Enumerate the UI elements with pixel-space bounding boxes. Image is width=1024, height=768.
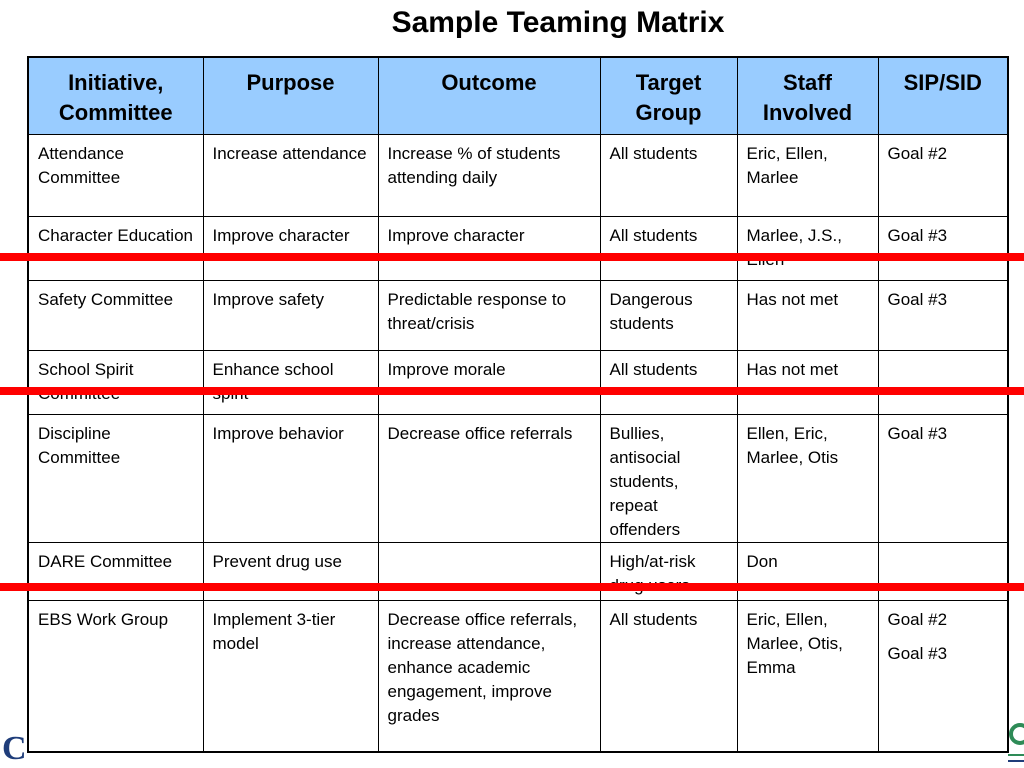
cell-sip bbox=[878, 542, 1008, 600]
header-purpose: Purpose bbox=[203, 57, 378, 134]
cell-sip: Goal #3 bbox=[878, 280, 1008, 350]
cell-outcome: Increase % of students attending daily bbox=[378, 134, 600, 216]
cell-sip: Goal #3 bbox=[878, 216, 1008, 280]
sip-goal: Goal #2 bbox=[887, 609, 948, 629]
cell-staff: Eric, Ellen, Marlee bbox=[737, 134, 878, 216]
logo-mark: C bbox=[2, 730, 27, 767]
page-title: Sample Teaming Matrix bbox=[391, 6, 725, 39]
strike-line-school-spirit bbox=[0, 387, 1024, 395]
cell-purpose: Improve behavior bbox=[203, 414, 378, 542]
cell-sip: Goal #3 bbox=[878, 414, 1008, 542]
table-row bbox=[28, 542, 1008, 600]
header-outcome: Outcome bbox=[378, 57, 600, 134]
cell-staff: Don bbox=[737, 542, 878, 600]
table-row bbox=[28, 350, 1008, 414]
table-row bbox=[28, 600, 1008, 752]
cell-staff: Marlee, J.S., bbox=[737, 216, 878, 280]
cell-purpose: Improve safety bbox=[203, 280, 378, 350]
cell-initiative: Safety Committee bbox=[28, 280, 203, 350]
cell-initiative: School Spirit bbox=[28, 350, 203, 414]
cell-target-group: Dangerous students bbox=[600, 280, 737, 350]
cell-staff: Has not met bbox=[737, 350, 878, 414]
cell-purpose: Prevent drug use bbox=[203, 542, 378, 600]
header-target-group: Target Group bbox=[600, 57, 737, 134]
cell-target-group: All students bbox=[600, 216, 737, 280]
table-row bbox=[28, 134, 1008, 216]
header-sip-sid: SIP/SID bbox=[878, 57, 1008, 134]
table-header-row bbox=[28, 57, 1008, 134]
cell-target-group: Bullies, antisocial students, repeat offenders bbox=[600, 414, 737, 542]
cell-outcome: Improve morale bbox=[378, 350, 600, 414]
cell-outcome: Predictable response to threat/crisis bbox=[378, 280, 600, 350]
strike-line-dare bbox=[0, 583, 1024, 591]
cell-staff: Has not met bbox=[737, 280, 878, 350]
cell-outcome: Decrease office referrals, increase attendance, enhance academic engagement, improve grades bbox=[378, 600, 600, 752]
cell-initiative: DARE Committee bbox=[28, 542, 203, 600]
cell-initiative: EBS Work Group bbox=[28, 600, 203, 752]
cell-sip: Goal #2 bbox=[878, 134, 1008, 216]
table-row bbox=[28, 414, 1008, 542]
cell-sip bbox=[878, 350, 1008, 414]
cell-purpose: Improve character bbox=[203, 216, 378, 280]
sip-goal-extra: Goal #3 bbox=[887, 643, 948, 663]
cell-initiative: Attendance Committee bbox=[28, 134, 203, 216]
cell-purpose: Enhance school bbox=[203, 350, 378, 414]
logo-mark-right bbox=[1006, 716, 1024, 766]
cell-outcome bbox=[378, 542, 600, 600]
cell-target-group: All students bbox=[600, 350, 737, 414]
cell-target-group: All students bbox=[600, 134, 737, 216]
cell-staff: Eric, Ellen, Marlee, Otis, Emma bbox=[737, 600, 878, 752]
cell-purpose: Implement 3-tier model bbox=[203, 600, 378, 752]
cell-outcome: Decrease office referrals bbox=[378, 414, 600, 542]
cell-target-group: High/at-risk bbox=[600, 542, 737, 600]
header-staff-involved: Staff Involved bbox=[737, 57, 878, 134]
cell-target-group: All students bbox=[600, 600, 737, 752]
cell-staff: Ellen, Eric, Marlee, Otis bbox=[737, 414, 878, 542]
table-row bbox=[28, 216, 1008, 280]
cell-purpose: Increase attendance bbox=[203, 134, 378, 216]
cell-sip bbox=[878, 600, 1008, 752]
strike-line-character-education bbox=[0, 253, 1024, 261]
table-row bbox=[28, 280, 1008, 350]
cell-initiative: Discipline Committee bbox=[28, 414, 203, 542]
header-initiative: Initiative, Committee bbox=[28, 57, 203, 134]
teaming-matrix-table bbox=[27, 56, 1009, 753]
cell-outcome: Improve character bbox=[378, 216, 600, 280]
cell-initiative: Character Education bbox=[28, 216, 203, 280]
